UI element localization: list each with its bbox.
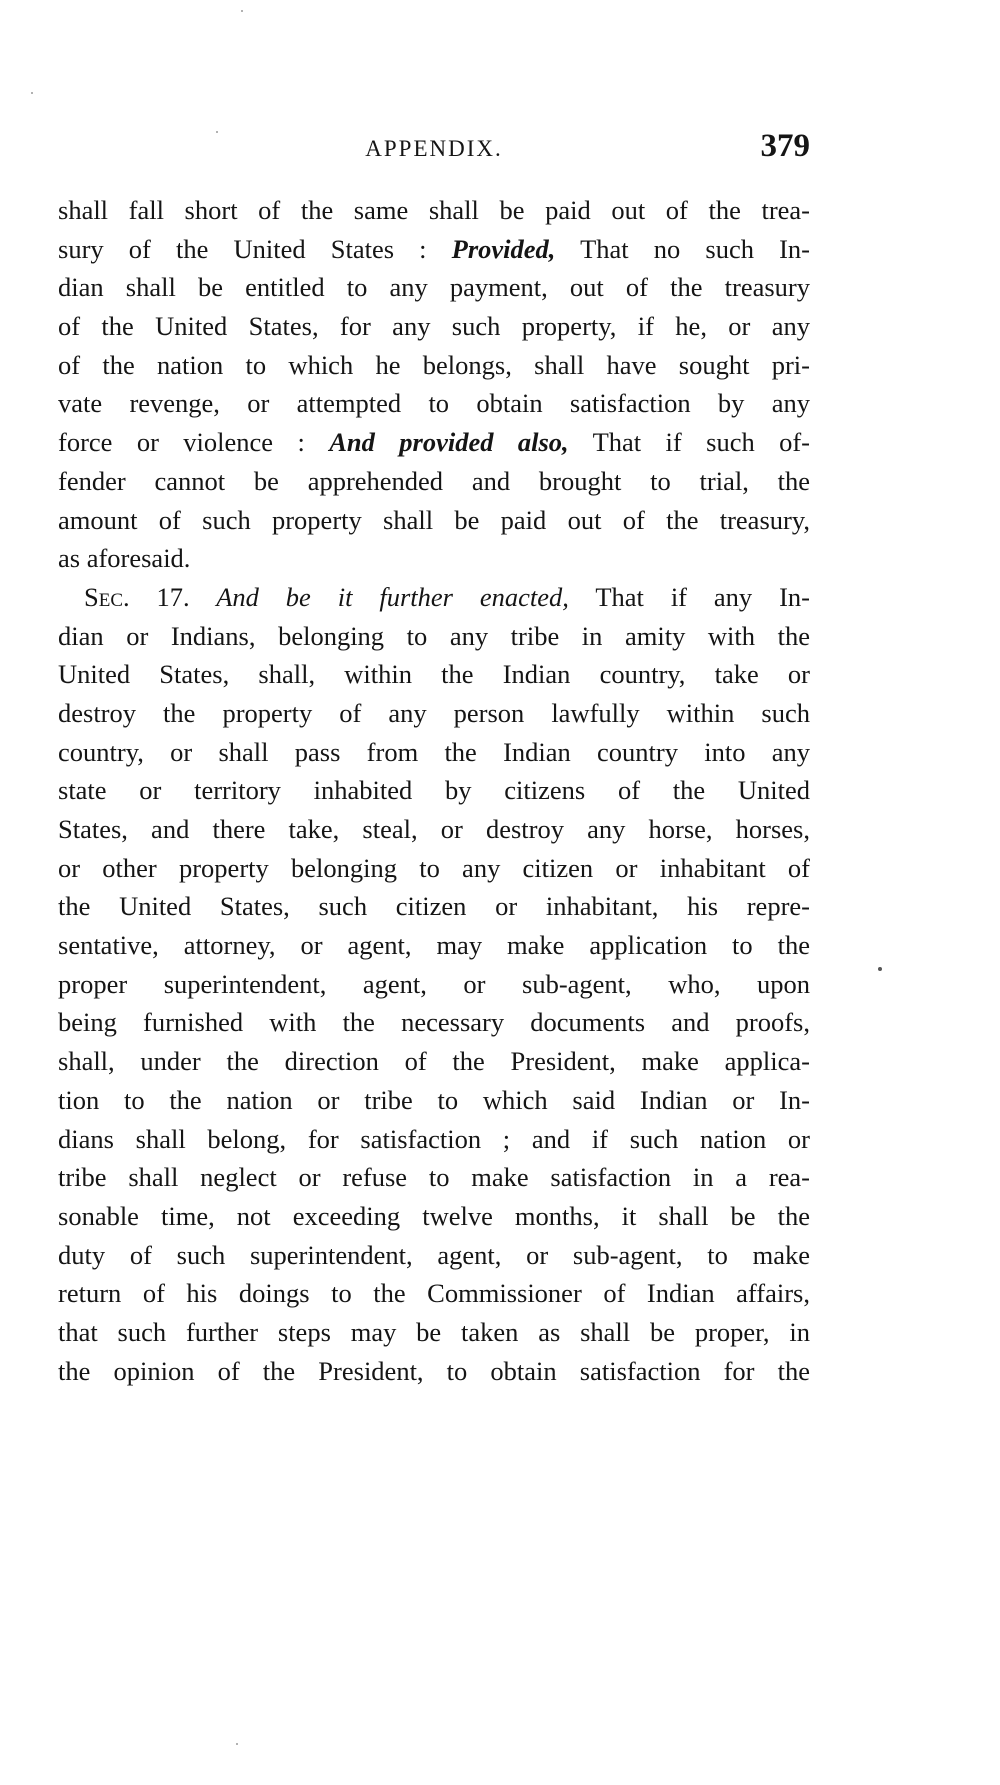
text-line: or other property belonging to any citizen or inhabitant of xyxy=(58,852,810,883)
scan-speck xyxy=(878,967,882,971)
text-line: state or territory inhabited by citizens of the United xyxy=(58,775,810,806)
text-line: vate revenge, or attempted to obtain satisfaction by any xyxy=(58,388,810,419)
text-line: amount of such property shall be paid out of the treasury, xyxy=(58,504,810,535)
text-line: return of his doings to the Commissioner of Indian affairs, xyxy=(58,1278,810,1309)
italic-phrase: And be it further enacted, xyxy=(216,581,569,612)
running-title: APPENDIX. xyxy=(365,136,503,161)
section-label: Sec. 17. xyxy=(84,581,190,612)
text-line: proper superintendent, agent, or sub-agent, who, upon xyxy=(58,968,810,999)
body-text xyxy=(58,191,810,1390)
text-line: shall, under the direction of the President, make applica- xyxy=(58,1046,810,1077)
text-line xyxy=(58,230,810,269)
text-line: of the nation to which he belongs, shall have sought pri- xyxy=(58,349,810,380)
text-line: duty of such superintendent, agent, or sub-agent, to make xyxy=(58,1239,810,1270)
text-line: the United States, such citizen or inhabitant, his repre- xyxy=(58,891,810,922)
text-line: shall fall short of the same shall be paid out of the trea- xyxy=(58,195,810,225)
paragraph-provisos xyxy=(58,191,810,578)
text-line: dian or Indians, belonging to any tribe in amity with the xyxy=(58,620,810,651)
line-text: That if any In- xyxy=(568,581,810,612)
line-text: sury of the United States : xyxy=(58,233,452,264)
text-line: sonable time, not exceeding twelve months, it shall be the xyxy=(58,1200,810,1231)
text-line: fender cannot be apprehended and brought to trial, the xyxy=(58,465,810,496)
italic-phrase: And provided also, xyxy=(329,427,569,458)
line-text: That no such In- xyxy=(555,233,810,264)
text-line: tribe shall neglect or refuse to make satisfaction in a rea- xyxy=(58,1162,810,1193)
text-line: country, or shall pass from the Indian country into any xyxy=(58,736,810,767)
scan-speck xyxy=(31,92,33,94)
line-text: force or violence : xyxy=(58,427,330,458)
text-line: the opinion of the President, to obtain satisfaction for the xyxy=(58,1355,810,1386)
paragraph-section-17 xyxy=(58,578,810,1390)
text-line: dian shall be entitled to any payment, out of the treasury xyxy=(58,272,810,303)
scan-speck xyxy=(241,10,243,12)
page-number: 379 xyxy=(760,128,810,164)
text-line xyxy=(58,578,810,617)
text-line: States, and there take, steal, or destroy any horse, horses, xyxy=(58,814,810,844)
text-line: United States, shall, within the Indian country, take or xyxy=(58,659,810,690)
line-text: That if such of- xyxy=(568,427,810,458)
scan-speck xyxy=(236,1743,238,1745)
text-line: of the United States, for any such property, if he, or any xyxy=(58,311,810,342)
text-line: dians shall belong, for satisfaction ; and if such nation or xyxy=(58,1123,810,1154)
text-line xyxy=(58,423,810,462)
text-line: tion to the nation or tribe to which said Indian or In- xyxy=(58,1084,810,1115)
text-line: destroy the property of any person lawfully within such xyxy=(58,697,810,728)
italic-phrase: Provided, xyxy=(451,233,556,264)
page-header xyxy=(58,128,810,172)
text-line: that such further steps may be taken as shall be proper, in xyxy=(58,1316,810,1347)
text-line: as aforesaid. xyxy=(58,543,191,574)
text-line: being furnished with the necessary documents and proofs, xyxy=(58,1007,810,1038)
text-line: sentative, attorney, or agent, may make application to the xyxy=(58,930,810,961)
